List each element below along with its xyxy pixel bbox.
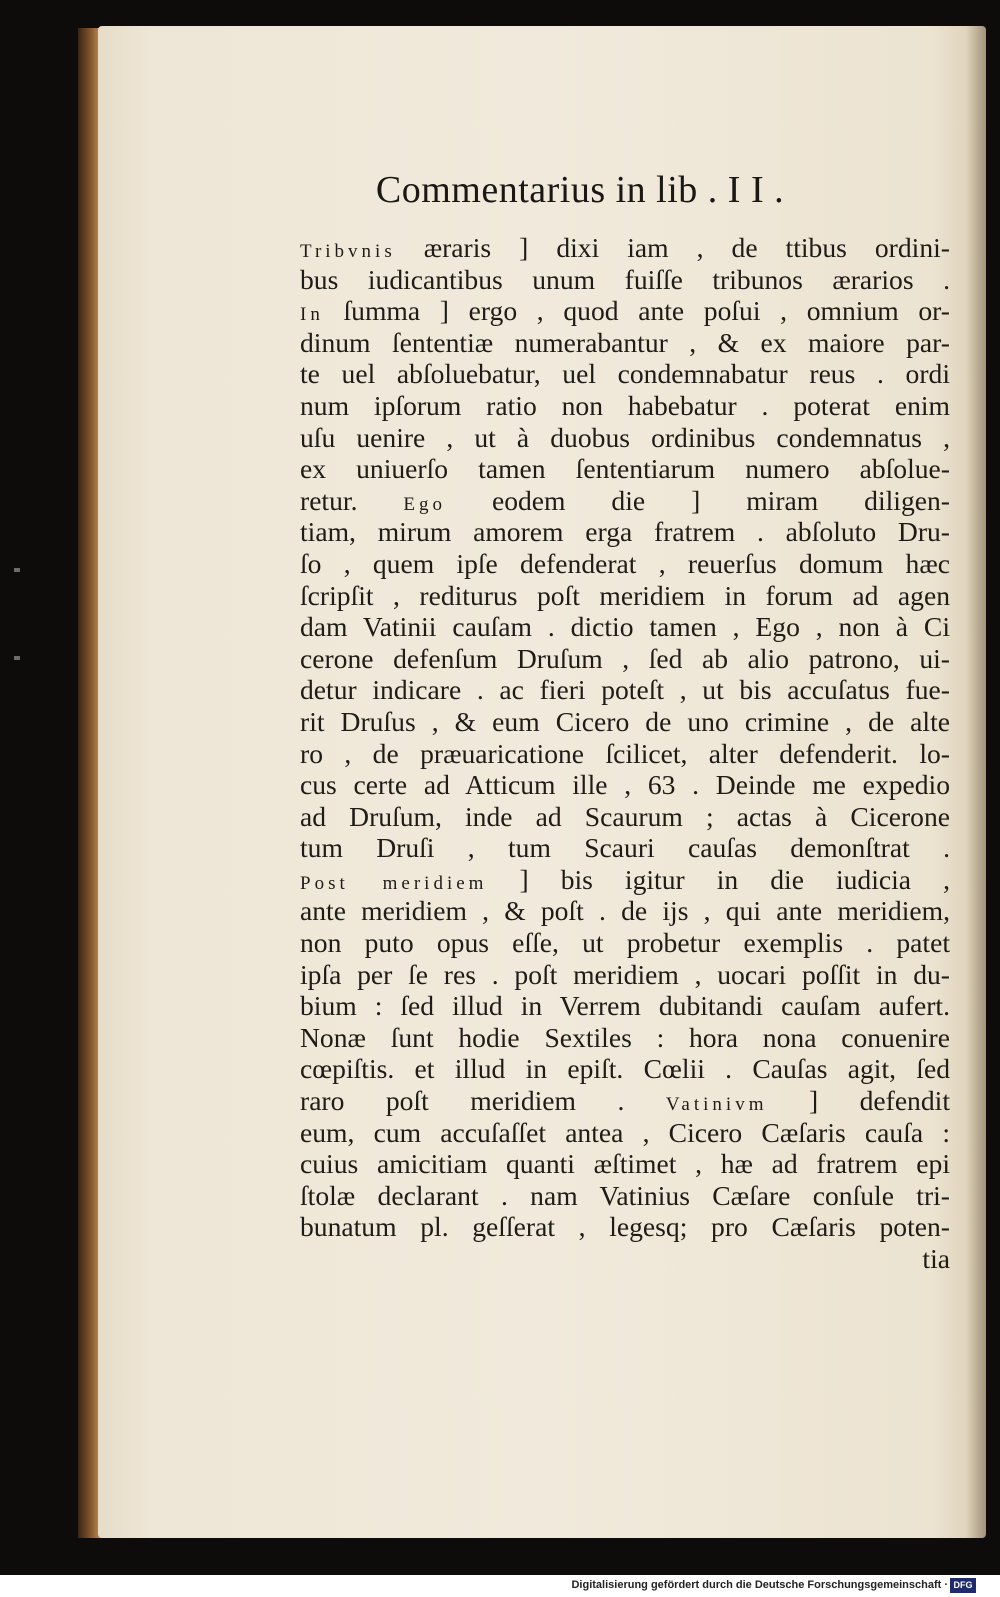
scan-edge-mark <box>14 568 20 572</box>
text-line <box>300 959 950 991</box>
text-line <box>300 832 950 864</box>
text-line <box>300 1148 950 1180</box>
line-text: æraris ] dixi iam , de ttibus ordini- <box>395 232 950 263</box>
text-line <box>300 358 950 390</box>
scan-edge-mark <box>14 656 20 660</box>
line-text: bunatum pl. geſſerat , legesq; pro Cæſaris poten- <box>300 1211 950 1243</box>
line-text: rit Druſus , & eum Cicero de uno crimine , de alte <box>300 705 950 737</box>
catchword: tia <box>922 1243 950 1274</box>
text-line <box>300 232 950 264</box>
text-line <box>300 990 950 1022</box>
line-text: cus certe ad Atticum ille , 63 . Deinde me expedio <box>300 769 950 801</box>
lemma-smallcaps: Ego <box>403 493 447 515</box>
text-line <box>300 801 950 833</box>
body-text <box>300 232 950 1275</box>
line-text: raro poſt meridiem . <box>300 1085 666 1117</box>
line-text: retur. <box>300 484 404 516</box>
line-text: detur indicare . ac fieri poteſt , ut bis accuſatus fue- <box>300 674 950 706</box>
text-line <box>300 295 950 327</box>
page-gutter-shadow <box>966 26 986 1538</box>
line-text: cœpiſtis. et illud in epiſt. Cœlii . Cauſas agit, ſed <box>300 1053 950 1085</box>
line-text: ] defendit <box>767 1085 950 1117</box>
text-line <box>300 580 950 612</box>
text-line <box>300 706 950 738</box>
text-line <box>300 927 950 959</box>
text-line <box>300 1053 950 1085</box>
line-text: ro , de præuaricatione ſcilicet, alter defenderit. lo- <box>300 737 950 769</box>
text-line <box>300 485 950 517</box>
text-line <box>300 516 950 548</box>
line-text: ipſa per ſe res . poſt meridiem , uocari poſſit in du- <box>300 958 950 990</box>
line-text: dam Vatinii cauſam . dictio tamen , Ego , non à Ci <box>300 611 950 643</box>
line-text: ] bis igitur in die iudicia , <box>487 863 950 895</box>
line-text: ſtolæ declarant . nam Vatinius Cæſare conſule tri- <box>300 1179 950 1211</box>
line-text: ſcripſit , rediturus poſt meridiem in forum ad agen <box>300 579 950 611</box>
line-text: bium : ſed illud in Verrem dubitandi cauſam aufert. <box>300 990 950 1022</box>
text-line <box>300 674 950 706</box>
line-text: eum, cum accuſaſſet antea , Cicero Cæſaris cauſa : <box>300 1116 950 1148</box>
line-text: cerone defenſum Druſum , ſed ab alio patrono, ui- <box>300 642 950 674</box>
lemma-smallcaps: Post meridiem <box>300 872 488 894</box>
line-text: ante meridiem , & poſt . de ijs , qui ante meridiem, <box>300 895 950 927</box>
lemma-smallcaps: Vatinivm <box>665 1094 768 1116</box>
dfg-logo: DFG <box>950 1578 976 1593</box>
text-line <box>300 327 950 359</box>
line-text: dinum ſententiæ numerabantur , & ex maiore par- <box>300 326 950 358</box>
text-line <box>300 390 950 422</box>
line-text: tiam, mirum amorem erga fratrem . abſoluto Dru- <box>300 516 950 548</box>
line-text: te uel abſoluebatur, uel condemnabatur reus . ordi <box>300 358 950 390</box>
text-line <box>300 264 950 296</box>
text-line <box>300 864 950 896</box>
line-text: cuius amicitiam quanti æſtimet , hæ ad fratrem epi <box>300 1148 950 1180</box>
line-text: ſumma ] ergo , quod ante poſui , omnium or- <box>323 295 950 327</box>
line-text: ſo , quem ipſe defenderat , reuerſus domum hæc <box>300 547 950 579</box>
digitization-credit: Digitalisierung gefördert durch die Deutsche Forschungsgemeinschaft · <box>571 1579 948 1591</box>
line-text: uſu uenire , ut à duobus ordinibus condemnatus , <box>300 421 950 453</box>
running-head: Commentarius in lib . I I . <box>375 169 785 211</box>
text-line <box>300 422 950 454</box>
line-text: eodem die ] miram diligen- <box>446 484 950 516</box>
line-text: Nonæ ſunt hodie Sextiles : hora nona conuenire <box>300 1021 950 1053</box>
line-text: non puto opus eſſe, ut probetur exemplis . patet <box>300 927 950 959</box>
text-line <box>300 1085 950 1117</box>
line-text: num ipſorum ratio non habebatur . poterat enim <box>300 389 950 421</box>
lemma-smallcaps: In <box>300 304 324 326</box>
text-line <box>300 643 950 675</box>
text-line <box>300 1211 950 1243</box>
text-line <box>300 453 950 485</box>
text-line <box>300 611 950 643</box>
text-line <box>300 1117 950 1149</box>
text-line <box>300 769 950 801</box>
line-text: bus iudicantibus unum fuiſſe tribunos ærarios . <box>300 263 950 295</box>
line-text: ex uniuerſo tamen ſententiarum numero abſolue- <box>300 453 950 485</box>
line-text: ad Druſum, inde ad Scaurum ; actas à Cicerone <box>300 800 950 832</box>
line-text: tum Druſi , tum Scauri cauſas demonſtrat . <box>300 832 950 864</box>
text-line <box>300 895 950 927</box>
text-line <box>300 1022 950 1054</box>
text-line <box>300 548 950 580</box>
text-line <box>300 1180 950 1212</box>
text-line <box>300 738 950 770</box>
lemma-smallcaps: Tribvnis <box>300 241 396 262</box>
